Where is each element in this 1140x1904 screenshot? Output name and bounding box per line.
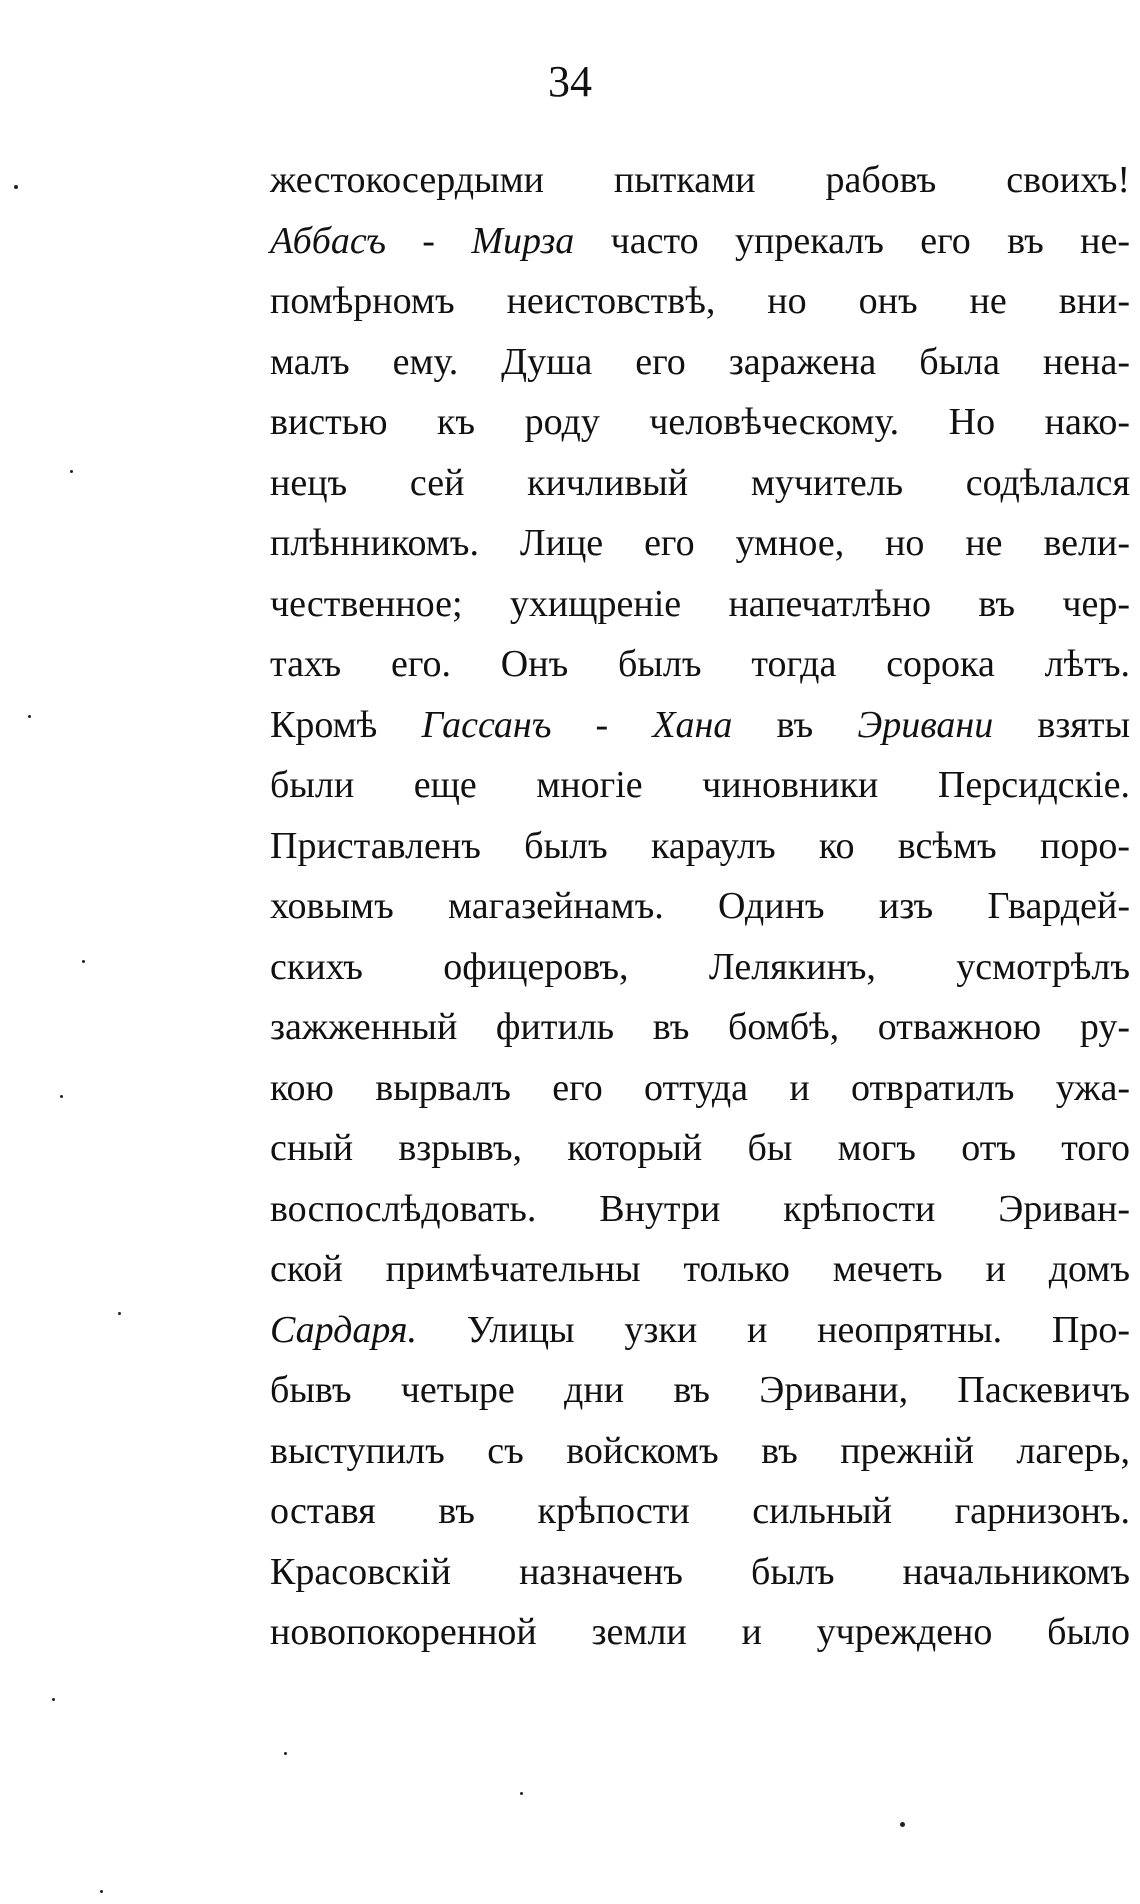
text-span: Приставленъ былъ караулъ ко всѣмъ поро- xyxy=(270,824,1130,867)
text-line xyxy=(270,1360,1130,1421)
italic-span: Гассанъ - Хана xyxy=(421,703,733,746)
text-line xyxy=(270,211,1130,272)
text-line xyxy=(270,1481,1130,1542)
text-line xyxy=(270,695,1130,756)
text-span: чественное; ухищреніе напечатлѣно въ чер- xyxy=(270,582,1130,625)
scan-speck xyxy=(14,185,18,189)
text-span: новопокоренной земли и учреждено было xyxy=(270,1611,1130,1653)
text-span: часто упрекалъ его въ не- xyxy=(574,219,1130,262)
text-span: кою вырвалъ его оттуда и отвратилъ ужа- xyxy=(270,1066,1130,1109)
scan-speck xyxy=(82,960,85,963)
text-span: воспослѣдовать. Внутри крѣпости Эриван- xyxy=(270,1187,1130,1230)
italic-span: Аббасъ - Мирза xyxy=(270,219,575,262)
scan-speck xyxy=(100,1890,103,1893)
scan-speck xyxy=(70,470,73,473)
text-span: были еще многіе чиновники Персидскіе. xyxy=(270,764,1130,806)
text-span: вистью къ роду человѣческому. Но нако- xyxy=(270,401,1130,443)
text-line xyxy=(270,332,1130,393)
text-line xyxy=(270,1421,1130,1482)
text-line xyxy=(270,574,1130,635)
text-span: нецъ сей кичливый мучитель содѣлался xyxy=(270,461,1130,504)
italic-span: Сардаря. xyxy=(270,1308,417,1351)
text-line xyxy=(270,937,1130,998)
text-span: сный взрывъ, который бы могъ отъ того xyxy=(270,1127,1130,1169)
scan-speck xyxy=(28,715,31,718)
text-line xyxy=(270,876,1130,937)
text-line xyxy=(270,1058,1130,1119)
text-line xyxy=(270,513,1130,574)
scan-speck xyxy=(284,1752,287,1755)
text-span: ской примѣчательны только мечеть и домъ xyxy=(270,1248,1130,1290)
text-span: тахъ его. Онъ былъ тогда сорока лѣтъ. xyxy=(270,643,1130,685)
text-line xyxy=(270,1300,1130,1361)
text-span: помѣрномъ неистовствѣ, но онъ не вни- xyxy=(270,280,1130,322)
scan-speck xyxy=(900,1822,905,1827)
text-line xyxy=(270,1118,1130,1179)
scan-speck xyxy=(60,1095,63,1098)
text-span: взяты xyxy=(993,703,1130,746)
text-span: въ xyxy=(732,703,858,746)
text-line xyxy=(270,1239,1130,1300)
text-line xyxy=(270,634,1130,695)
text-span: Улицы узки и неопрятны. Про- xyxy=(417,1308,1130,1351)
body-text xyxy=(270,150,1130,1663)
text-line xyxy=(270,816,1130,877)
text-span: скихъ офицеровъ, Лелякинъ, усмотрѣлъ xyxy=(270,945,1130,988)
text-span: ховымъ магазейнамъ. Одинъ изъ Гвардей- xyxy=(270,885,1130,927)
text-span: оставя въ крѣпости сильный гарнизонъ. xyxy=(270,1490,1130,1532)
text-span: Кромѣ xyxy=(270,703,422,746)
text-span: плѣнникомъ. Лице его умное, но не вели- xyxy=(270,522,1130,564)
scan-speck xyxy=(520,1792,523,1795)
text-line xyxy=(270,755,1130,816)
text-span: жестокосердыми пытками рабовъ своихъ! xyxy=(270,159,1130,201)
text-span: малъ ему. Душа его заражена была нена- xyxy=(270,340,1130,383)
text-line xyxy=(270,1602,1130,1663)
scan-speck xyxy=(118,1312,121,1315)
text-line xyxy=(270,392,1130,453)
text-span: бывъ четыре дни въ Эривани, Паскевичъ xyxy=(270,1369,1130,1411)
text-span: выступилъ съ войскомъ въ прежній лагерь, xyxy=(270,1429,1130,1472)
text-span: зажженный фитиль въ бомбѣ, отважною ру- xyxy=(270,1006,1130,1048)
text-line xyxy=(270,997,1130,1058)
text-line xyxy=(270,1179,1130,1240)
page-number: 34 xyxy=(548,57,592,106)
text-span: Красовскій назначенъ былъ начальникомъ xyxy=(270,1550,1130,1593)
text-line xyxy=(270,453,1130,514)
scan-speck xyxy=(52,1698,55,1701)
italic-span: Эривани xyxy=(857,703,994,746)
text-line xyxy=(270,150,1130,211)
text-line xyxy=(270,271,1130,332)
text-line xyxy=(270,1542,1130,1603)
